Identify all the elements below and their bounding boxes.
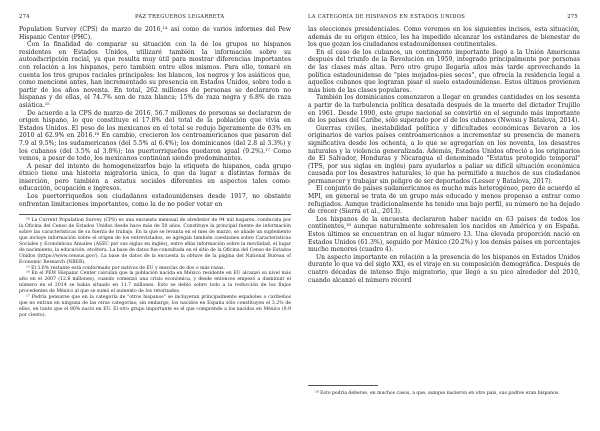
left-running-title: PAZ TREGUEROS LEGARRETA — [135, 14, 225, 20]
paragraph: las elecciones presidenciales. Como veremos en los siguientes incisos, esta situación, además de su origen étnico, les ha impedido alcanzar los estándares de bienestar de los que gozan los ciudadanos estadounidenses continentales. — [308, 26, 580, 49]
left-page — [19, 12, 291, 424]
right-page — [308, 12, 580, 424]
left-page-header — [19, 12, 291, 26]
right-running-title: LA CATEGORÍA DE HISPANOS EN ESTADOS UNIDOS — [308, 14, 466, 20]
footnote: ¹⁸ Esto podría deberse, en muchos casos, a que, aunque nacieron en otro país, sus padres eran hispanos. — [315, 391, 560, 396]
footnote-rule — [308, 385, 378, 386]
paragraph: En el caso de los cubanos, un contingente importante llegó a la Unión Americana después del triunfo de la Revolución en 1959, integrado principalmente por personas de las clases más altas. Pero otro grupo llegaría años más tarde aprovechando la política estadounidense de "pies mojados-pies secos", que ofrecía la residencia legal a aquellos cubanos que lograran pisar el suelo estadounidense. Estos últimos provienen más bien de las clases populares. — [308, 48, 580, 94]
paragraph: Los puertorriqueños son ciudadanos estadounidenses desde 1917, no obstante enfrentan limitaciones importantes, como la de no poder votar en — [19, 193, 291, 208]
paragraph: Population Survey (CPS) de marzo de 2016,¹⁴ así como de varios informes del Pew Hispanic Center (PHC). — [19, 26, 291, 41]
left-page-number: 274 — [19, 14, 30, 20]
footnote: ¹⁶ En el PEW Hispanic Center calculan que la población nacida en México residente en EU alcanzó su nivel más alto en el 2007 (12.8 millones), cuando comenzó una crisis económica, y desde entonces empezó a disminuir el número en el 2014 se había situado en 11.7 millones. Esto se debió sobre todo a la reducción de los flujos procedentes de México al que se sumó el aumento de los retornados. — [19, 271, 291, 295]
paragraph: Con la finalidad de comparar su situación con la de los grupos no hispanos residentes en Estados Unidos, utilizaré también la información sobre su autoadscripción racial, ya que resulta muy útil para mostrar diferencias importantes con relación a los hispanos, pero también entre ellos mismos. Para ello, tomaré en cuenta los tres grupos raciales principales: los blancos, los negros y los asiáticos que, como mencioné antes, han incrementado su presencia en Estados Unidos, sobre todo a partir de los años noventa. En total, 262 millones de personas se declararon no hispanas y de ellas, el 74.7% son de raza blanca; 15% de raza negra y 6.8% de raza asiática.¹⁵ — [19, 41, 291, 109]
paragraph: También los dominicanos comenzaron a llegar en grandes cantidades en los sesenta a partir de la turbulencia política desatada después de la muerte del dictador Trujillo en 1961. Desde 1990, este grupo nacional se convirtió en el segundo más importante de los países del Caribe, sólo superado por el de los cubanos (Nwosu y Batalova, 2014). — [308, 94, 580, 125]
right-footnotes — [308, 388, 580, 397]
right-page-number: 275 — [567, 14, 578, 20]
paragraph: El conjunto de países sudamericanos es mucho más heterogéneo, pero de acuerdo al MPI, en general se trata de un grupo más educado y menos propenso a entrar como refugiados. Aunque tradicionalmente ha tenido una bajo perfil, su número no ha dejado de crecer (Sierra et al., 2013). — [308, 185, 580, 216]
paragraph: Un aspecto importante en relación a la presencia de los hispanos en Estados Unidos durante lo que va del siglo XXI, es el viraje en su composición demográfica. Después de cuatro décadas de intenso flujo migratorio, que llegó a su pico alrededor del 2010, cuando alcanzó el número récord — [308, 253, 580, 284]
paragraph: Guerras civiles, inestabilidad política y dificultades económicas llevaron a los originarios de varios países centroamericanos a incrementar su presencia de manera significativa desde los ochenta, a lo que se agregarían en los noventa, los desastres naturales y la violencia generalizada. Además, Estados Unidos ofreció a los originarios de El Salvador, Honduras y Nicaragua el denominado "Estatus protegido temporal" (TPS, por sus siglas en inglés) para ayudarlos a paliar su difícil situación económica causada por los desastres naturales, lo que ha permitido a muchos de sus ciudadanos permanecer y trabajar sin peligro de ser deportados (Lesser y Batalova, 2017). — [308, 124, 580, 185]
footnote: ¹⁷ Podría pensarse que en la categoría de "otros hispanos" se incluyeran principalmente españoles o caribeños que no entran en ninguna de las otras categorías; sin embargo, los nacidos en España sólo constituyen el 3.2% de ellos, en tanto que el 80% nació en EU. El otro grupo importante es el que comprende a los nacidos en México (9.9 por ciento). — [19, 295, 291, 318]
left-page-body — [19, 26, 291, 208]
paragraph: De acuerdo a la CPS de marzo de 2016, 56.7 millones de personas se declararon de origen hispano, lo que constituye el 17.8% del total de la población que vivía en Estados Unidos. El peso de los mexicanos en el total se redujo ligeramente de 63% en 2010 al 62.9% en 2016.¹⁶ En cambio, crecieron los centroamericanos que pasaron del 7.9 al 9.5%; los sudamericanos (del 5.5% al 6.4%); los dominicanos (del 2.8 al 3.3%) y los cubanos (del 3.5% al 3.8%); los puertorriqueños quedaron igual (9.2%).¹⁷ Como vemos, a pesar de todo, los mexicanos continúan siendo predominantes. — [19, 109, 291, 163]
right-page-header — [308, 12, 580, 26]
paragraph: A pesar del intento de homogeneizarlos bajo la etiqueta de hispanos, cada grupo étnico tiene una historia migratoria única, lo que da lugar a distintas formas de inserción, pero también a estatus sociales diferentes en aspectos tales como: educación, ocupación e ingresos. — [19, 162, 291, 193]
right-page-body — [308, 26, 580, 284]
footnote: ¹⁵ El 3.6% restante está conformado por nativos de EU y mezclas de dos o más razas. — [26, 265, 225, 271]
left-footnotes — [19, 214, 291, 318]
paragraph: Los hispanos de la encuesta declararon haber nacido en 63 países de todos los continentes,¹⁸ aunque naturalmente sobresalen los nacidos en América y en España. Estos últimos se encuentran en el lugar número 13. Una elevada proporción nació en Estados Unidos (61.3%), seguido por México (20.2%) y los demás países en porcentajes mucho menores (cuadro 4). — [308, 215, 580, 254]
footnote: ¹⁴ La Current Population Survey (CPS) es una encuesta mensual de alrededor de 94 mil hogares, conducida por la Oficina del Censo de Estados Unidos desde hace más de 50 años. Constituye la principal fuente de información sobre las características de su fuerza de trabajo. En la que se levanta en el mes de marzo, se añade un suplemento que incluye información sobre el origen de los entrevistados, se agregan también cuestiones sobre Características Sociales y Económicas Anuales (ASEC por sus siglas en inglés), entre ellas información sobre la movilidad, el lugar de nacimiento, la educación, etcétera. La base de datos fue consultada en el sitio de la Oficina del Censo de Estados Unidos (https://www.census.gov/). La base de datos de la encuesta la obtuve de la página del National Bureau of Economic Research (NBER). — [19, 218, 291, 265]
